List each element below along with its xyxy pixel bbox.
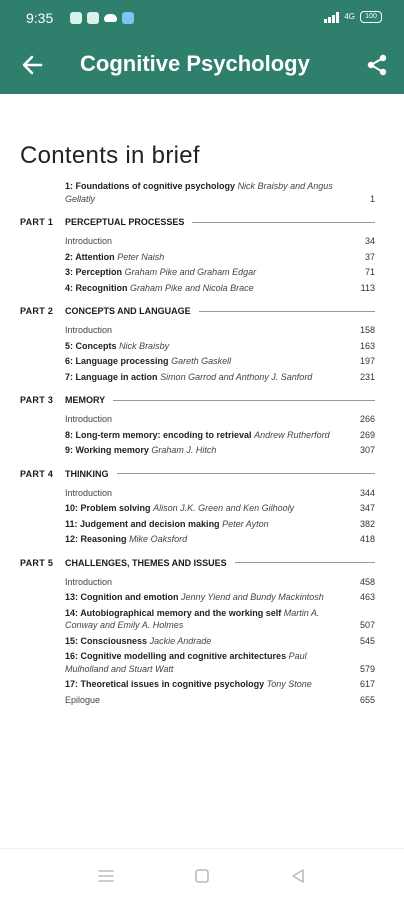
book-page[interactable] bbox=[0, 94, 404, 848]
entry-title: 9: Working memory bbox=[65, 445, 149, 455]
part-title: PERCEPTUAL PROCESSES bbox=[65, 217, 375, 227]
message-icon bbox=[70, 12, 82, 24]
entry-title: 4: Recognition bbox=[65, 282, 128, 293]
signal-icon bbox=[324, 12, 339, 23]
toc-entry[interactable] bbox=[65, 355, 375, 368]
entry-page: 1 bbox=[369, 193, 375, 204]
entry-title: 13: Cognition and emotion bbox=[65, 592, 179, 602]
entry-page: 655 bbox=[359, 694, 375, 705]
contents-heading: Contents in brief bbox=[20, 142, 200, 169]
share-button[interactable] bbox=[362, 50, 392, 80]
toc-entry[interactable] bbox=[65, 371, 375, 384]
part-title: THINKING bbox=[65, 469, 375, 479]
entry-page: 163 bbox=[359, 340, 375, 351]
part-title: MEMORY bbox=[65, 395, 375, 405]
entry-author: Nick Braisby and Angus Gellatly bbox=[65, 181, 333, 204]
toc-entry[interactable] bbox=[65, 694, 375, 707]
entry-page: 266 bbox=[359, 414, 375, 424]
entry-title: 16: Cognitive modelling and cognitive architectures bbox=[65, 651, 287, 661]
entry-page: 507 bbox=[359, 620, 375, 630]
app-bar bbox=[0, 36, 404, 94]
home-square-icon bbox=[194, 868, 210, 884]
entry-page: 269 bbox=[359, 429, 375, 440]
toc-entry[interactable] bbox=[65, 518, 375, 531]
entry-title: 17: Theoretical issues in cognitive psychology bbox=[65, 679, 265, 689]
entry-page: 158 bbox=[359, 325, 375, 335]
network-type: 4G bbox=[344, 12, 355, 21]
nav-back-button[interactable] bbox=[287, 865, 309, 887]
entry-author: Peter Naish bbox=[117, 251, 165, 262]
menu-icon bbox=[98, 869, 114, 883]
entry-page: 37 bbox=[364, 251, 375, 262]
cloud-icon bbox=[104, 14, 117, 22]
toc-entry[interactable] bbox=[65, 607, 375, 632]
status-bar bbox=[0, 0, 404, 36]
part-divider bbox=[199, 311, 375, 312]
part-heading bbox=[0, 469, 404, 484]
arrow-left-icon bbox=[21, 55, 43, 75]
toc-entry[interactable] bbox=[65, 576, 375, 589]
entry-title: 8: Long-term memory: encoding to retrieval bbox=[65, 429, 252, 440]
entry-title: 1: Foundations of cognitive psychology bbox=[65, 181, 236, 191]
part-divider bbox=[192, 222, 375, 223]
system-nav-bar bbox=[0, 848, 404, 900]
entry-intro: Introduction bbox=[65, 236, 113, 246]
part-title: CHALLENGES, THEMES AND ISSUES bbox=[65, 558, 375, 568]
part-number: PART 3 bbox=[20, 395, 54, 405]
entry-author: Graham Pike and Graham Edgar bbox=[124, 267, 257, 277]
toc-entry[interactable] bbox=[65, 282, 375, 295]
entry-author: Nick Braisby bbox=[119, 340, 170, 351]
entry-page: 347 bbox=[359, 503, 375, 513]
toc-entry[interactable] bbox=[65, 429, 375, 442]
back-button[interactable] bbox=[16, 50, 48, 80]
entry-author: Andrew Rutherford bbox=[254, 429, 330, 440]
notification-icons bbox=[70, 12, 134, 24]
entry-page: 579 bbox=[359, 663, 375, 674]
entry-intro: Introduction bbox=[65, 325, 113, 335]
status-time: 9:35 bbox=[26, 10, 54, 26]
toc-entry[interactable] bbox=[65, 235, 375, 248]
table-of-contents bbox=[0, 180, 404, 706]
entry-author: Jackie Andrade bbox=[149, 635, 212, 646]
toc-entry-front[interactable] bbox=[65, 180, 375, 205]
bluetooth-app-icon bbox=[122, 12, 134, 24]
entry-author: Peter Ayton bbox=[222, 518, 269, 529]
entry-title: 14: Autobiographical memory and the working self bbox=[65, 607, 282, 618]
entry-title: 11: Judgement and decision making bbox=[65, 518, 220, 529]
entry-page: 197 bbox=[359, 356, 375, 366]
entry-author: Jenny Yiend and Bundy Mackintosh bbox=[181, 592, 324, 602]
entry-intro: Introduction bbox=[65, 487, 113, 498]
battery-icon: 100 bbox=[360, 11, 382, 23]
part-number: PART 1 bbox=[20, 217, 54, 227]
entry-title: 12: Reasoning bbox=[65, 534, 127, 544]
app-notification-icon bbox=[87, 12, 99, 24]
entry-title: 15: Consciousness bbox=[65, 635, 148, 646]
entry-page: 545 bbox=[359, 635, 375, 646]
recent-apps-button[interactable] bbox=[95, 865, 117, 887]
toc-entry[interactable] bbox=[65, 413, 375, 426]
toc-entry[interactable] bbox=[65, 678, 375, 691]
entry-intro: Introduction bbox=[65, 576, 113, 587]
entry-intro: Introduction bbox=[65, 414, 113, 424]
entry-page: 458 bbox=[359, 576, 375, 587]
toc-entry[interactable] bbox=[65, 251, 375, 264]
toc-entry[interactable] bbox=[65, 533, 375, 546]
system-icons bbox=[324, 11, 382, 23]
entry-author: Graham J. Hitch bbox=[151, 445, 217, 455]
entry-title: 7: Language in action bbox=[65, 371, 158, 382]
app-title: Cognitive Psychology bbox=[80, 51, 310, 76]
entry-author: Gareth Gaskell bbox=[171, 356, 232, 366]
entry-page: 113 bbox=[360, 282, 375, 293]
entry-author: Paul Mulholland and Stuart Watt bbox=[65, 651, 307, 674]
entry-intro: Epilogue bbox=[65, 694, 101, 705]
entry-author: Tony Stone bbox=[266, 679, 312, 689]
toc-entry[interactable] bbox=[65, 635, 375, 648]
entry-author: Martin A. Conway and Emily A. Holmes bbox=[65, 607, 320, 630]
toc-entry[interactable] bbox=[65, 650, 375, 675]
part-number: PART 2 bbox=[20, 306, 54, 316]
toc-entry[interactable] bbox=[65, 340, 375, 353]
part-heading bbox=[0, 217, 404, 232]
toc-entry[interactable] bbox=[65, 487, 375, 500]
entry-author: Simon Garrod and Anthony J. Sanford bbox=[160, 371, 313, 382]
part-heading bbox=[0, 306, 404, 321]
toc-entry[interactable] bbox=[65, 324, 375, 337]
part-number: PART 4 bbox=[20, 468, 54, 479]
entry-page: 231 bbox=[359, 371, 375, 382]
part-title: CONCEPTS AND LANGUAGE bbox=[65, 306, 375, 316]
entry-author: Alison J.K. Green and Ken Gilhooly bbox=[153, 503, 295, 513]
entry-page: 34 bbox=[364, 236, 375, 246]
entry-title: 2: Attention bbox=[65, 251, 115, 262]
part-divider bbox=[235, 562, 375, 563]
entry-author: Mike Oaksford bbox=[129, 534, 188, 544]
entry-title: 10: Problem solving bbox=[65, 503, 151, 513]
entry-title: 3: Perception bbox=[65, 267, 123, 277]
entry-page: 418 bbox=[359, 534, 375, 544]
toc-entry[interactable] bbox=[65, 444, 375, 457]
entry-title: 5: Concepts bbox=[65, 340, 117, 351]
entry-page: 71 bbox=[364, 267, 375, 277]
share-icon bbox=[365, 53, 389, 77]
part-divider bbox=[113, 400, 375, 401]
part-number: PART 5 bbox=[20, 557, 54, 568]
part-divider bbox=[117, 473, 376, 474]
entry-page: 382 bbox=[359, 518, 375, 529]
back-triangle-icon bbox=[290, 868, 306, 884]
entry-author: Graham Pike and Nicola Brace bbox=[130, 282, 254, 293]
toc-entry[interactable] bbox=[65, 591, 375, 604]
entry-page: 307 bbox=[359, 445, 375, 455]
entry-page: 463 bbox=[359, 592, 375, 602]
entry-page: 344 bbox=[359, 487, 375, 498]
entry-title: 6: Language processing bbox=[65, 356, 169, 366]
toc-entry[interactable] bbox=[65, 266, 375, 279]
toc-entry[interactable] bbox=[65, 502, 375, 515]
part-heading bbox=[0, 395, 404, 410]
entry-page: 617 bbox=[359, 679, 375, 689]
home-button[interactable] bbox=[191, 865, 213, 887]
part-heading bbox=[0, 558, 404, 573]
